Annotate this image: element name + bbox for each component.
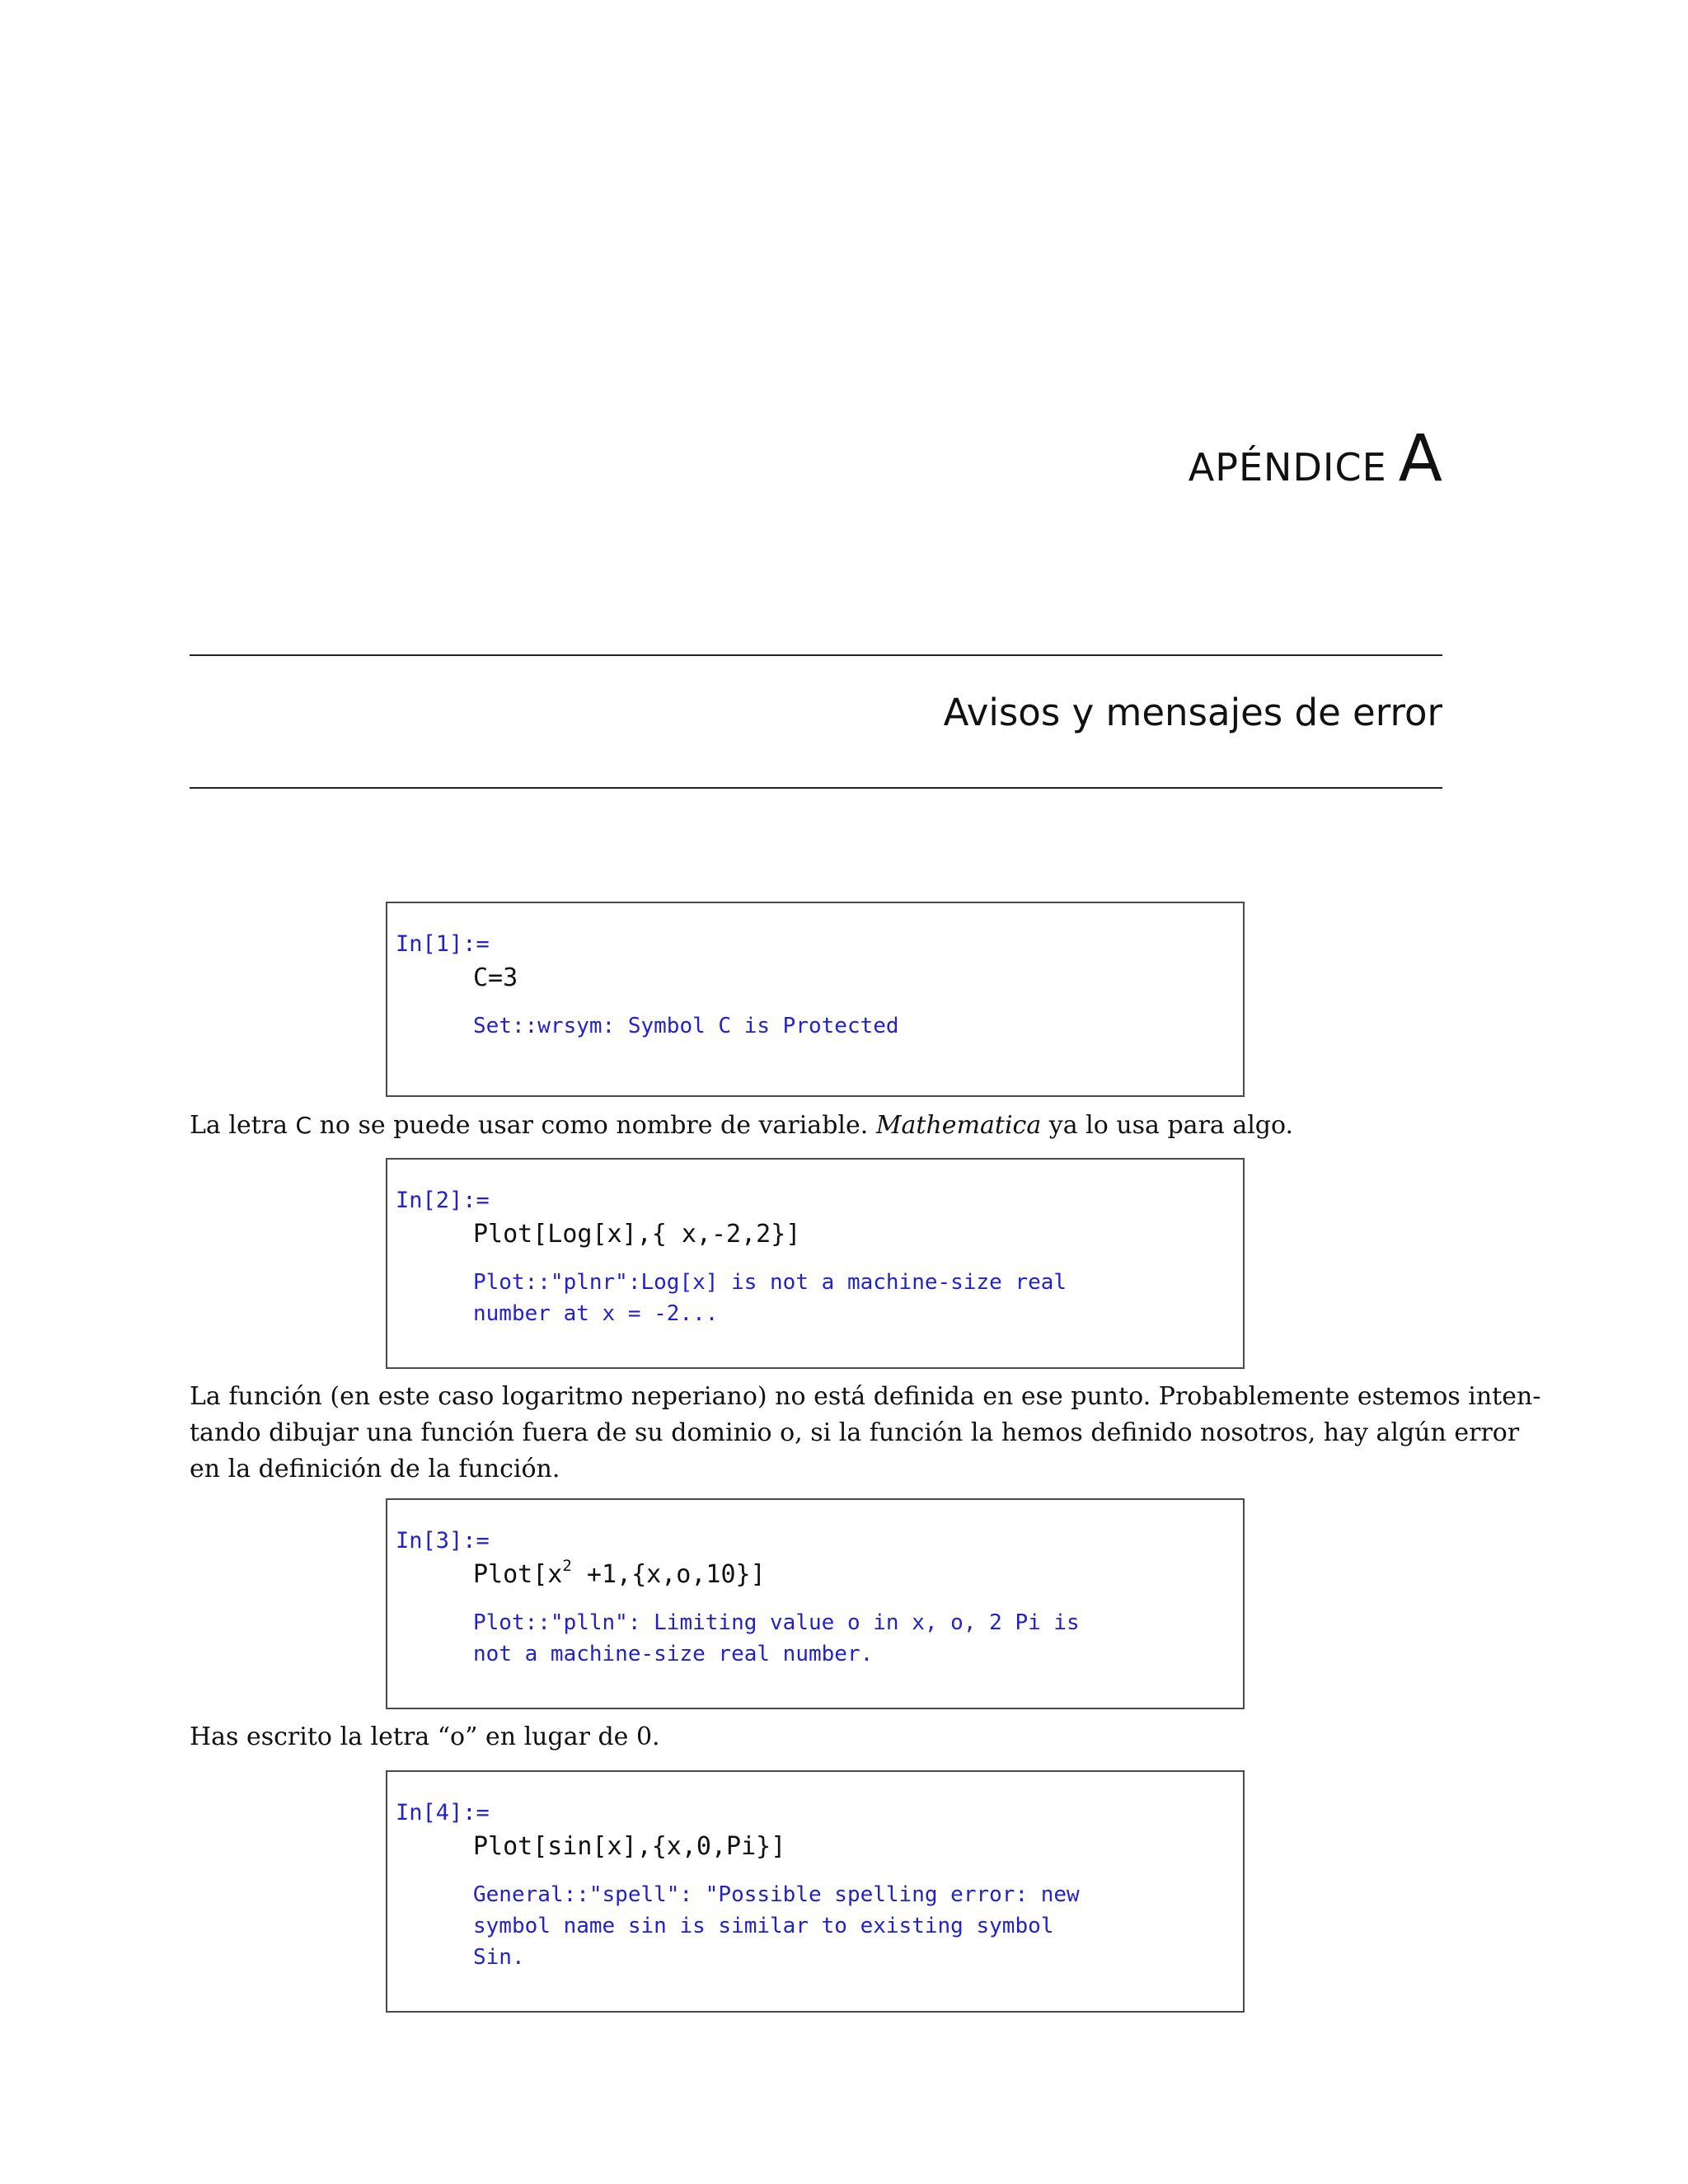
code-cell-4 — [386, 1770, 1245, 2013]
explanation-paragraph-2 — [190, 1379, 1541, 1488]
emphasized-text: Mathematica — [875, 1111, 1042, 1140]
paragraph-line: en la definición de la función. — [190, 1455, 560, 1483]
paragraph-line: La función (en este caso logaritmo neperiano) no está definida en ese punto. Probablemente estemos inten- — [190, 1382, 1541, 1411]
error-message-line: not a machine-size real number. — [473, 1642, 874, 1666]
superscript: 2 — [562, 1557, 572, 1575]
code-cell-3 — [386, 1498, 1245, 1709]
chapter-title: Avisos y mensajes de error — [943, 691, 1442, 734]
paragraph-line: tando dibujar una función fuera de su dominio o, si la función la hemos definido nosotros, hay algún error — [190, 1418, 1520, 1447]
error-message-line: Plot::"plln": Limiting value o in x, o, 2 Pi is — [473, 1610, 1080, 1635]
title-rule-top — [190, 654, 1442, 656]
code-cell-1 — [386, 902, 1245, 1097]
error-message-line: General::"spell": "Possible spelling error: new — [473, 1882, 1080, 1907]
paragraph-text: no se puede usar como nombre de variable. — [312, 1111, 876, 1140]
code-cell-2 — [386, 1158, 1245, 1369]
error-message-line: Sin. — [473, 1945, 525, 1970]
chapter-letter: A — [1398, 422, 1442, 496]
paragraph-text: La letra — [190, 1111, 296, 1140]
error-message-line: symbol name sin is similar to existing symbol — [473, 1914, 1054, 1938]
explanation-paragraph-1 — [190, 1108, 1442, 1144]
input-code-part: +1,{x,o,10}] — [571, 1560, 766, 1589]
inline-code: C — [295, 1112, 312, 1139]
error-message-line: Plot::"plnr":Log[x] is not a machine-size real — [473, 1270, 1067, 1295]
error-message: Set::wrsym: Symbol C is Protected — [473, 1014, 899, 1038]
input-prompt: In[3]:= — [396, 1528, 490, 1554]
input-prompt: In[1]:= — [396, 931, 490, 957]
input-code: Plot[Log[x],{ x,-2,2}] — [473, 1220, 801, 1249]
paragraph-text: ya lo usa para algo. — [1041, 1111, 1294, 1140]
input-prompt: In[4]:= — [396, 1800, 490, 1825]
chapter-heading — [1188, 422, 1442, 496]
input-code: Plot[sin[x],{x,0,Pi}] — [473, 1832, 786, 1861]
error-message-line: number at x = -2... — [473, 1301, 719, 1326]
input-code: C=3 — [473, 963, 518, 992]
input-prompt: In[2]:= — [396, 1188, 490, 1213]
input-code — [473, 1557, 766, 1589]
title-rule-bottom — [190, 787, 1442, 789]
input-code-part: Plot[x — [473, 1560, 563, 1589]
explanation-paragraph-3: Has escrito la letra “o” en lugar de 0. — [190, 1722, 660, 1751]
chapter-label: APÉNDICE — [1188, 445, 1387, 490]
